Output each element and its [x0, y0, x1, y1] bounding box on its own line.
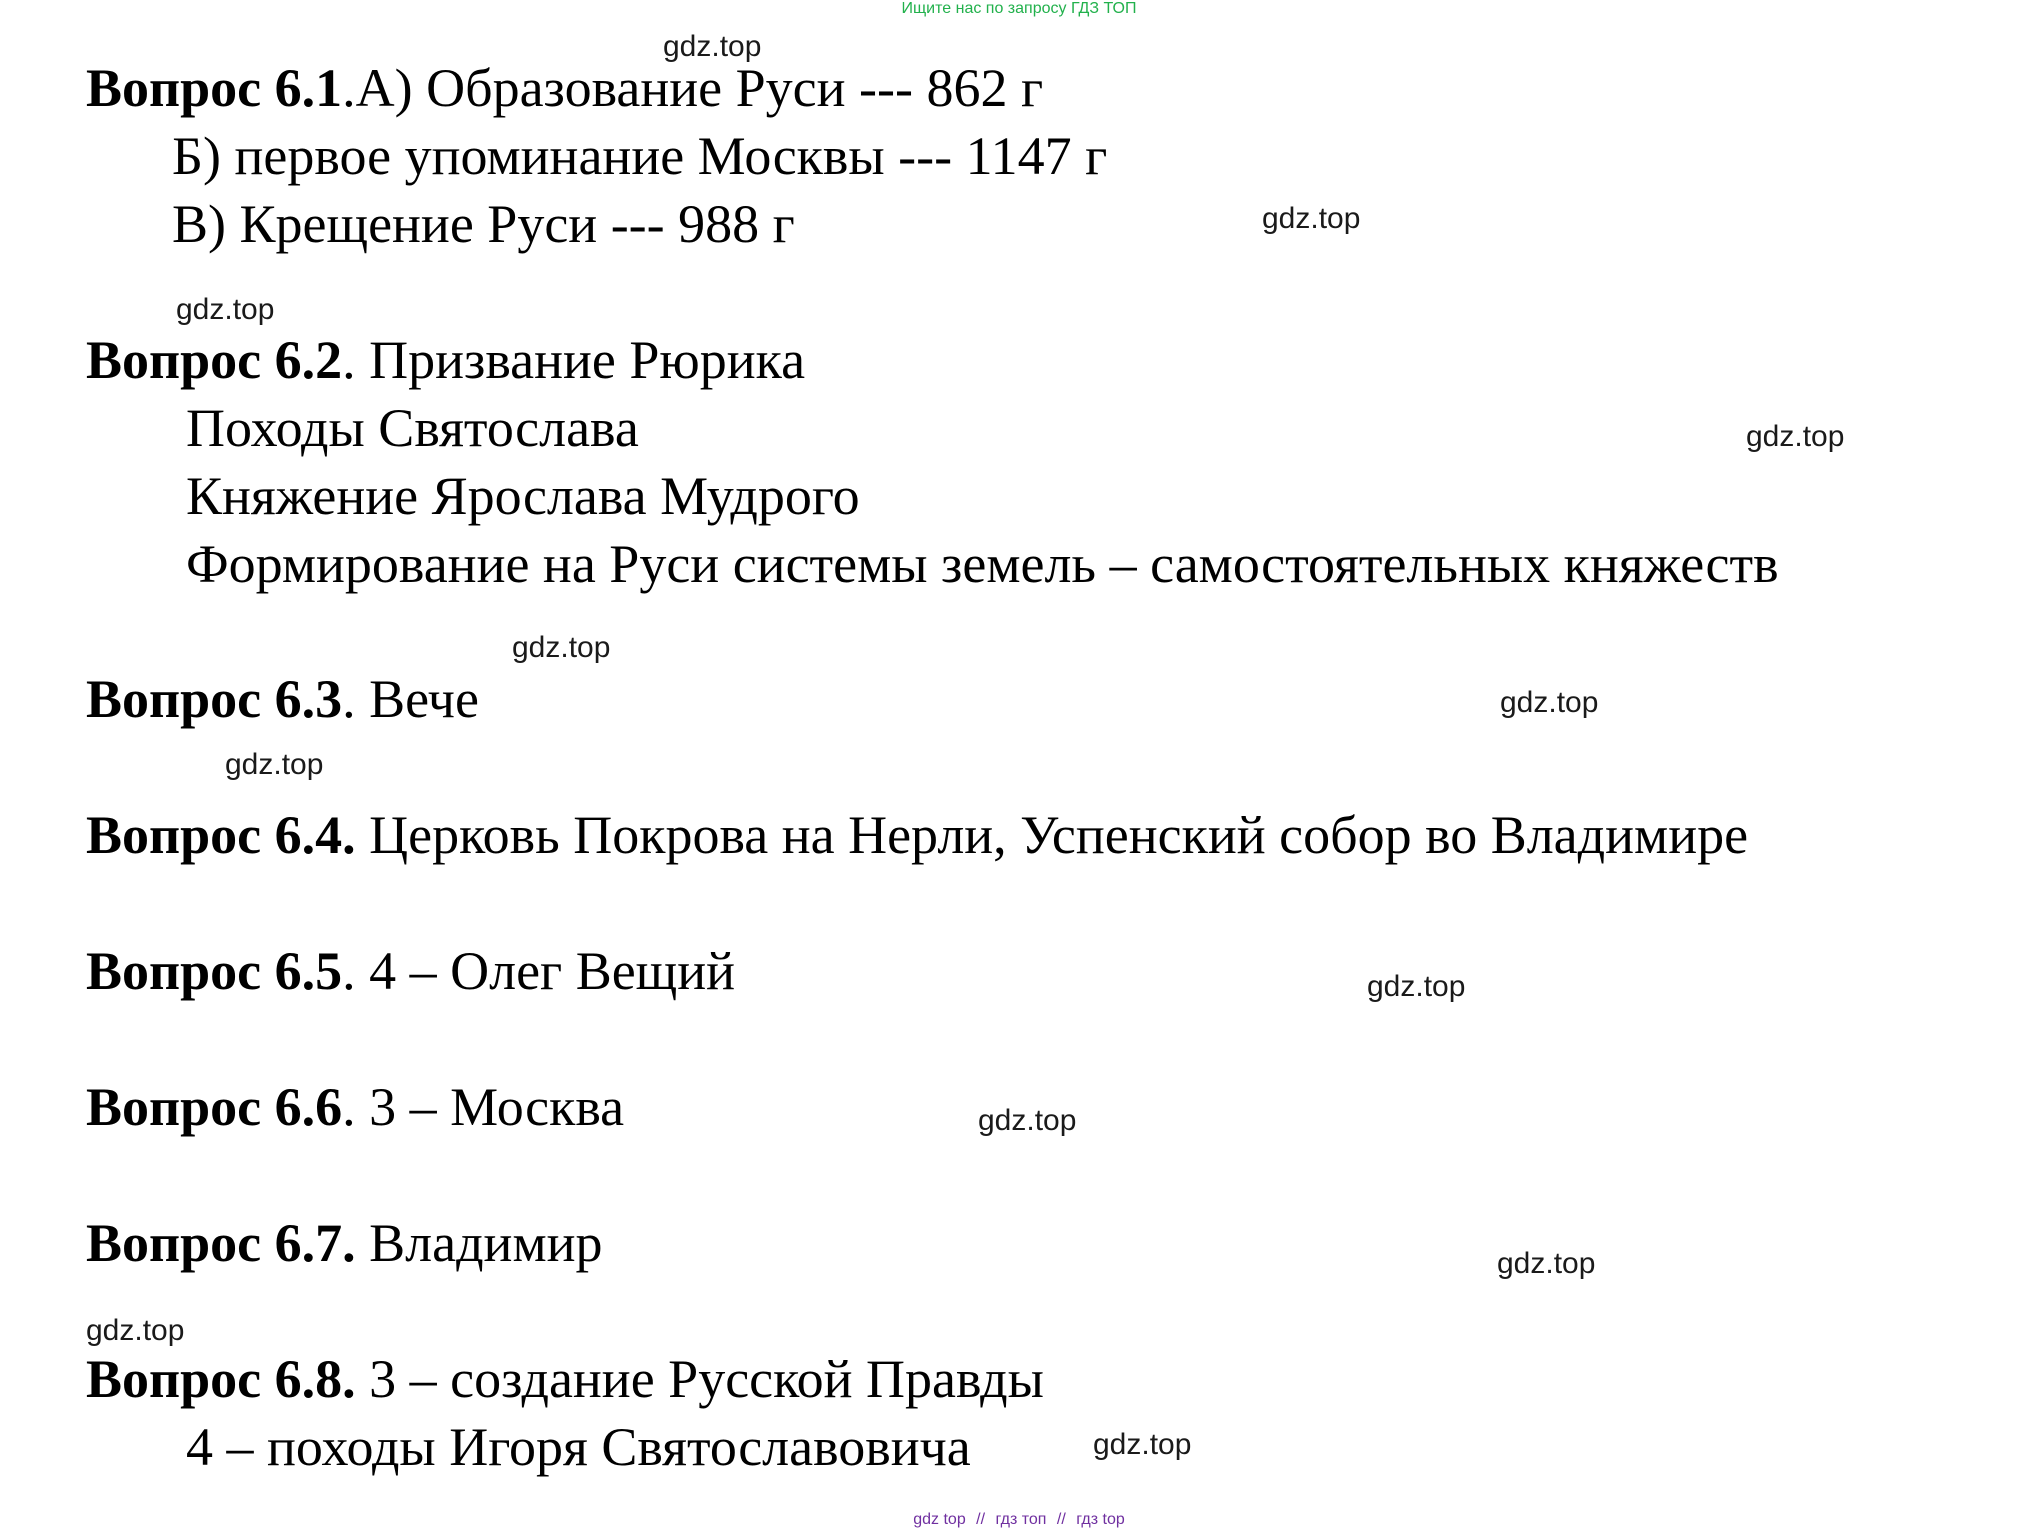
watermark: gdz.top	[225, 748, 324, 781]
banner-separator: //	[1056, 1511, 1066, 1528]
banner-separator: //	[976, 1511, 986, 1528]
answer-text: . 3 – Москва	[342, 1077, 625, 1137]
watermark: gdz.top	[663, 30, 762, 63]
question-label: Вопрос 6.7.	[86, 1213, 356, 1273]
question-label: Вопрос 6.3	[86, 669, 343, 729]
answer-line: Княжение Ярослава Мудрого	[186, 466, 860, 526]
watermark: gdz.top	[86, 1314, 185, 1347]
watermark: gdz.top	[1093, 1428, 1192, 1461]
top-banner: Ищите нас по запросу ГДЗ ТОП	[901, 0, 1137, 17]
answer-text: 3 – создание Русской Правды	[355, 1349, 1044, 1409]
question-6-5	[86, 938, 735, 1004]
question-label: Вопрос 6.8.	[86, 1349, 356, 1409]
answer-text: .А) Образование Руси --- 862 г	[342, 58, 1044, 118]
answer-text: . 4 – Олег Вещий	[342, 941, 736, 1001]
answer-text: . Призвание Рюрика	[342, 330, 806, 390]
watermark: gdz.top	[978, 1104, 1077, 1137]
question-6-1	[86, 55, 1043, 121]
answer-line: Формирование на Руси системы земель – самостоятельных княжеств	[186, 534, 1779, 594]
question-6-7	[86, 1210, 603, 1276]
answer-line: Б) первое упоминание Москвы --- 1147 г	[172, 126, 1108, 186]
answer-text: Владимир	[355, 1213, 603, 1273]
question-label: Вопрос 6.5	[86, 941, 343, 1001]
watermark: gdz.top	[1367, 970, 1466, 1003]
question-6-3	[86, 666, 479, 732]
answer-text: Церковь Покрова на Нерли, Успенский собор во Владимире	[355, 805, 1749, 865]
question-6-4	[86, 802, 1748, 868]
answer-line: 4 – походы Игоря Святославовича	[186, 1417, 971, 1477]
bottom-banner	[0, 1511, 2038, 1529]
watermark: gdz.top	[1497, 1247, 1596, 1280]
answer-line: Походы Святослава	[186, 398, 639, 458]
question-label: Вопрос 6.1	[86, 58, 343, 118]
question-6-8	[86, 1346, 1044, 1412]
watermark: gdz.top	[512, 631, 611, 664]
watermark: gdz.top	[1262, 202, 1361, 235]
question-label: Вопрос 6.6	[86, 1077, 343, 1137]
watermark: gdz.top	[1746, 420, 1845, 453]
question-label: Вопрос 6.4.	[86, 805, 356, 865]
answer-text: . Вече	[342, 669, 479, 729]
banner-link[interactable]: gdz top	[913, 1511, 966, 1528]
question-label: Вопрос 6.2	[86, 330, 343, 390]
question-6-2	[86, 327, 805, 393]
answer-line: В) Крещение Руси --- 988 г	[172, 194, 795, 254]
banner-link[interactable]: гдз топ	[995, 1511, 1047, 1528]
watermark: gdz.top	[1500, 686, 1599, 719]
question-6-6	[86, 1074, 624, 1140]
banner-link[interactable]: гдз top	[1076, 1511, 1125, 1528]
watermark: gdz.top	[176, 293, 275, 326]
